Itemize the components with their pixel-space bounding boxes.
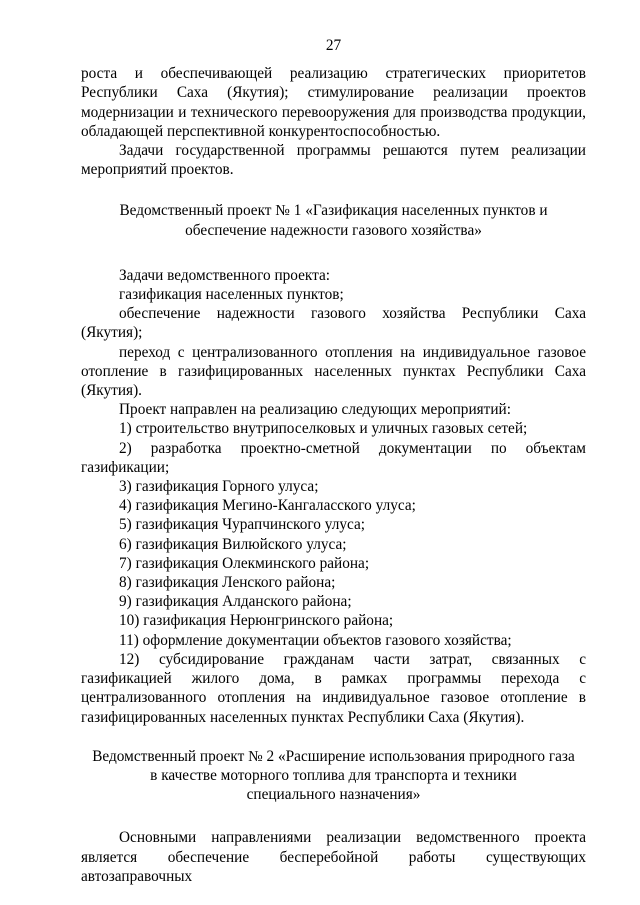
project1-measure-9: 9) газификация Алданского района; — [119, 593, 352, 611]
project1-measure-7: 7) газификация Олекминского района; — [119, 554, 370, 572]
page-number: 27 — [325, 37, 342, 54]
project1-measure-10: 10) газификация Нерюнгринского района; — [119, 612, 394, 630]
project2-heading-line1: Ведомственный проект № 2 «Расширение использования природного газа — [92, 747, 575, 765]
project2-body: Основными направлениями реализации ведомственного проекта является обеспечение бесперебойной работы существующих автозаправочных — [81, 829, 586, 885]
project1-measure-11: 11) оформление документации объектов газового хозяйства; — [119, 631, 512, 649]
intro-paragraph-1: роста и обеспечивающей реализацию стратегических приоритетов Республики Саха (Якутия); стимулирование реализации проектов модернизации и технического перевооружения для производства продукции, обладающей перспективной конкурентоспособностью. — [81, 65, 586, 140]
project1-task-2: обеспечение надежности газового хозяйства Республики Саха (Якутия); — [81, 305, 586, 342]
project1-heading — [81, 201, 586, 239]
project1-measure-2: 2) разработка проектно-сметной документации по объектам газификации; — [81, 439, 586, 476]
project1-measures-title: Проект направлен на реализацию следующих мероприятий: — [119, 401, 511, 419]
project1-measure-5: 5) газификация Чурапчинского улуса; — [119, 516, 365, 534]
project2-heading-line2: в качестве моторного топлива для транспорта и техники — [150, 766, 517, 784]
project1-heading-line2: обеспечение надежности газового хозяйства» — [185, 221, 482, 239]
document-page — [81, 36, 586, 886]
project1-measure-12: 12) субсидирование гражданам части затрат, связанных с газификацией жилого дома, в рамках программы перехода с централизованного отопления на индивидуальное газовое отопление в газифицированных населенных пунктах Республики Саха (Якутия). — [81, 650, 586, 726]
project1-task-3: переход с централизованного отопления на индивидуальное газовое отопление в газифицированных населенных пунктах Республики Саха (Якутия). — [81, 343, 586, 400]
project1-task-1: газификация населенных пунктов; — [119, 286, 344, 304]
intro-paragraph-2: Задачи государственной программы решаются путем реализации мероприятий проектов. — [81, 142, 586, 179]
project1-measure-1: 1) строительство внутрипоселковых и уличных газовых сетей; — [119, 420, 528, 438]
project2-heading — [81, 747, 586, 805]
project2-heading-line3: специального назначения» — [246, 786, 421, 804]
project1-measure-6: 6) газификация Вилюйского улуса; — [119, 535, 347, 553]
project1-tasks-title: Задачи ведомственного проекта: — [119, 266, 331, 284]
project1-measure-8: 8) газификация Ленского района; — [119, 574, 336, 592]
project1-measure-3: 3) газификация Горного улуса; — [119, 478, 319, 496]
project1-measure-4: 4) газификация Мегино-Кангаласского улуса; — [119, 497, 416, 515]
project1-heading-line1: Ведомственный проект № 1 «Газификация населенных пунктов и — [119, 202, 548, 220]
